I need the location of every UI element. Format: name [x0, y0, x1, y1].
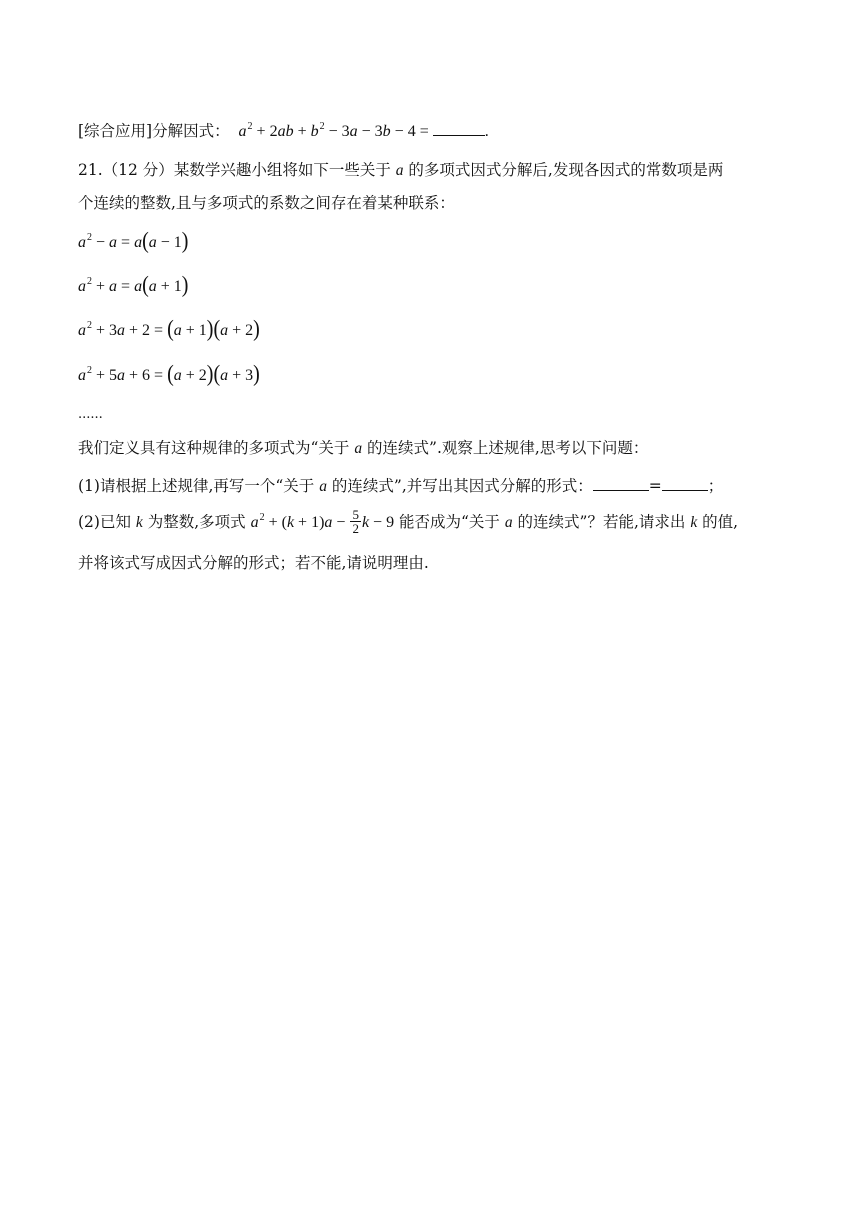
equation-4: $a^2 + 5a + 6 = (a + 2)(a + 3)$ — [78, 361, 260, 387]
definition-line: 我们定义具有这种规律的多项式为“关于 a 的连续式”.观察上述规律,思考以下问题： — [78, 439, 649, 457]
problem-number: 21. — [78, 161, 103, 179]
question-2-line1: (2)已知 k 为整数,多项式 $a^2 + (k + 1)a$ − $\frac{5}{2}$ k − 9 能否成为“关于 a 的连续式”？若能,请求出 k 的值, — [78, 507, 739, 536]
intro-text-1: 某数学兴趣小组将如下一些关于 a 的多项式因式分解后,发现各因式的常数项是两 — [173, 161, 724, 179]
equation-2: $a^2 + a = a(a + 1)$ — [78, 272, 189, 298]
prev-problem-line — [78, 119, 489, 144]
answer-blank-1[interactable] — [593, 474, 649, 491]
answer-blank-2[interactable] — [662, 474, 708, 491]
prev-problem-prefix: [综合应用]分解因式： — [78, 122, 230, 140]
problem-21-intro-line2 — [78, 193, 455, 213]
ellipsis: ...... — [78, 407, 103, 422]
equation-3: $a^2 + 3a + 2 = (a + 1)(a + 2)$ — [78, 316, 260, 342]
problem-score: （12 分） — [102, 161, 174, 179]
problem-21-intro-line1 — [78, 160, 723, 181]
prev-problem-expression: $a^2 + 2ab + b^2 - 3a - 3b - 4$ = . — [238, 121, 489, 140]
question-2-line2: 并将该式写成因式分解的形式；若不能,请说明理由. — [78, 554, 429, 572]
question-1: (1)请根据上述规律,再写一个“关于 a 的连续式”,并写出其因式分解的形式： = ； — [78, 474, 723, 497]
fraction-five-halves: $\frac{5}{2}$ — [352, 507, 359, 536]
intro-text-2: 个连续的整数,且与多项式的系数之间存在着某种联系： — [78, 194, 455, 212]
equation-1: $a^2 - a = a(a - 1)$ — [78, 228, 189, 254]
